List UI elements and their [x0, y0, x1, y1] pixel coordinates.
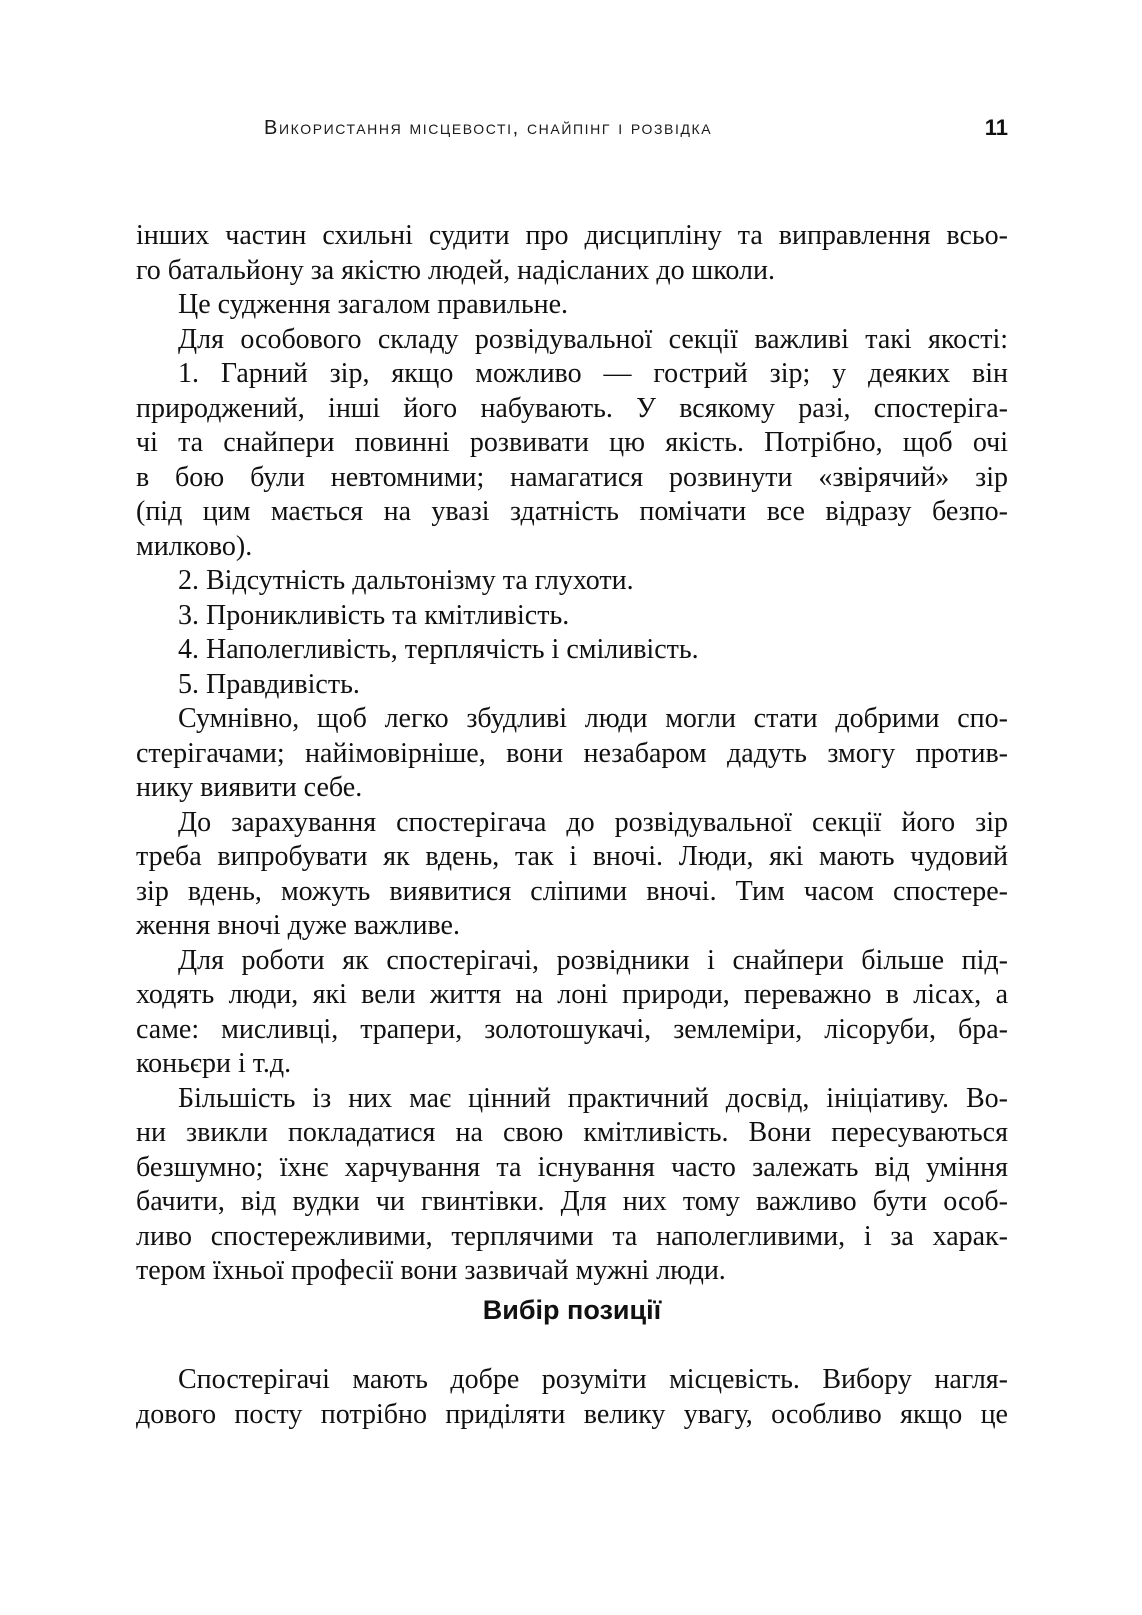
body-text	[136, 219, 1008, 1289]
text-line: ження вночі дуже важливе.	[136, 910, 460, 941]
text-line: стерігачами; найімовірніше, вони незабаром дадуть змогу против-	[136, 737, 1008, 769]
text-line: природжений, інші його набувають. У всякому разі, спостеріга-	[136, 392, 1008, 424]
text-line: бачити, від вудки чи гвинтівки. Для них тому важливо бути особ-	[136, 1186, 1008, 1217]
text-line: 4. Наполегливість, терплячість і сміливість.	[178, 634, 699, 665]
section-heading: Вибір позиції	[482, 1295, 662, 1325]
text-line: ливо спостережливими, терплячими та наполегливими, і за харак-	[136, 1220, 1008, 1252]
text-line: треба випробувати як вдень, так і вночі. Люди, які мають чудовий	[136, 841, 1008, 872]
text-line: Для особового складу розвідувальної секції важливі такі якості:	[178, 323, 1008, 355]
text-line: Спостерігачі мають добре розуміти місцевість. Вибору нагля-	[178, 1364, 1008, 1395]
text-line: нику виявити себе.	[136, 772, 363, 803]
text-line: ходять люди, які вели життя на лоні природи, переважно в лісах, а	[136, 979, 1008, 1010]
text-line: До зарахування спостерігача до розвідувальної секції його зір	[178, 806, 1008, 838]
text-line: 5. Правдивість.	[178, 668, 360, 700]
text-line: інших частин схильні судити про дисципліну та виправлення всьо-	[136, 220, 1008, 251]
text-line: в бою були невтомними; намагатися розвинути «звірячий» зір	[136, 461, 1008, 493]
text-line: 1. Гарний зір, якщо можливо — гострий зір; у деяких він	[178, 358, 1008, 389]
text-line: 3. Проникливість та кмітливість.	[178, 599, 570, 631]
text-line: Сумнівно, щоб легко збудливі люди могли стати добрими спо-	[178, 703, 1008, 734]
text-line: (під цим мається на увазі здатність помічати все відразу безпо-	[136, 496, 1008, 527]
text-line: зір вдень, можуть виявитися сліпими вночі. Тим часом спостере-	[136, 875, 1008, 907]
text-line: Більшість із них має цінний практичний досвід, ініціативу. Во-	[178, 1082, 1008, 1114]
text-line: 2. Відсутність дальтонізму та глухоти.	[178, 565, 634, 596]
text-line: безшумно; їхнє харчування та існування часто залежать від уміння	[136, 1151, 1008, 1183]
running-title: Використання місцевості, снайпінг і розвідка	[264, 117, 713, 139]
section-body-text	[136, 1363, 1008, 1432]
running-head	[136, 113, 1008, 143]
text-line: чі та снайпери повинні розвивати цю якість. Потрібно, щоб очі	[136, 427, 1008, 458]
text-line: дового посту потрібно приділяти велику увагу, особливо якщо це	[136, 1398, 1008, 1430]
text-line: коньєри і т.д.	[136, 1048, 292, 1079]
page-number: 11	[984, 115, 1008, 140]
text-line: милково).	[136, 530, 253, 562]
text-line: саме: мисливці, трапери, золотошукачі, землеміри, лісоруби, бра-	[136, 1013, 1008, 1045]
text-line: ни звикли покладатися на свою кмітливість. Вони пересуваються	[136, 1117, 1008, 1148]
text-line: тером їхньої професії вони зазвичай мужні люди.	[136, 1255, 726, 1286]
text-line: Для роботи як спостерігачі, розвідники і снайпери більше під-	[178, 944, 1008, 976]
text-line: го батальйону за якістю людей, надісланих до школи.	[136, 254, 775, 286]
text-line: Це судження загалом правильне.	[178, 289, 569, 320]
